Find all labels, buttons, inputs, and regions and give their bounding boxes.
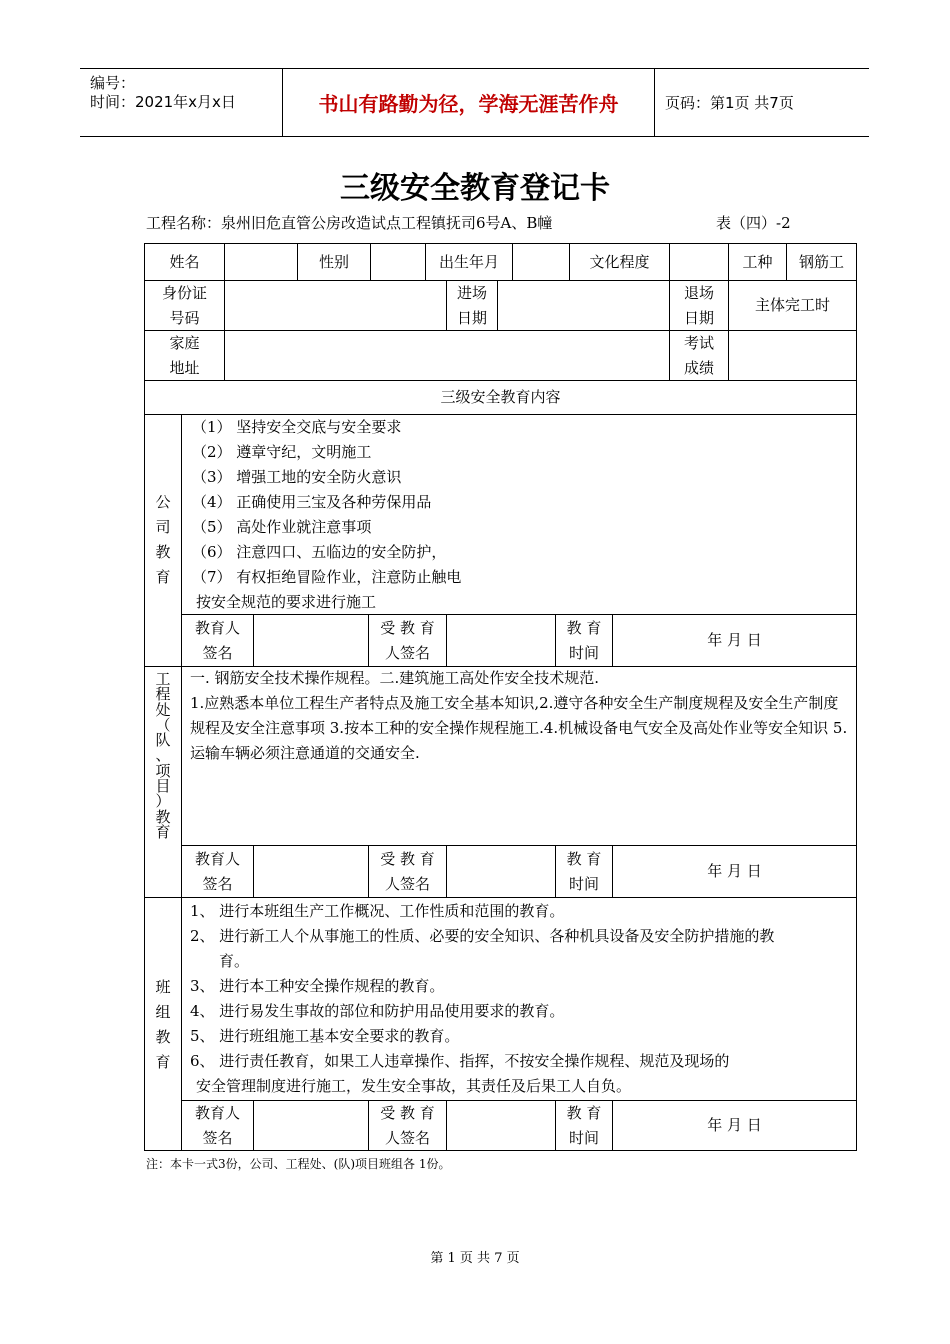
entry-date-value[interactable] — [498, 281, 669, 330]
company-item-2: （2） 遵章守纪，文明施工 — [192, 443, 372, 461]
page-header — [80, 68, 869, 137]
educator-line2: 签名 — [202, 1128, 233, 1147]
team-item-3: 3、 进行本工种安全操作规程的教育。 — [190, 977, 445, 995]
dept-paragraph: 1.应熟悉本单位工程生产者特点及施工安全基本知识,2.遵守各种安全生产制度规程及安全生产制度规程及安全注意事项 3.按本工种的安全操作规程施工.4.机械设备电气安全及高处作业等安全知识 5.运输车辆必须注意通道的交通安全. — [190, 694, 848, 762]
receiver-line1: 受 教 育 — [380, 849, 435, 868]
company-educator-signature[interactable] — [254, 615, 368, 666]
exit-label-line2: 日期 — [683, 308, 714, 327]
educator-line1: 教育人 — [194, 618, 240, 637]
dept-label-char: 项 — [155, 761, 171, 780]
company-educator-label — [182, 615, 253, 666]
page-info: 页码：第1页 共7页 — [665, 94, 794, 112]
page-title: 三级安全教育登记卡 — [340, 171, 610, 206]
time-line1: 教 育 — [566, 1103, 602, 1122]
company-date-field[interactable]: 年 月 日 — [707, 631, 762, 649]
educator-line1: 教育人 — [194, 849, 240, 868]
company-item-6: （6） 注意四口、五临边的安全防护， — [192, 543, 447, 561]
education-value[interactable] — [670, 244, 728, 280]
code-label: 编号： — [90, 74, 136, 92]
team-label-char: 组 — [155, 1003, 171, 1021]
address-label-line1: 家庭 — [169, 333, 200, 352]
time-label: 时间：2021年x月x日 — [90, 93, 236, 111]
project-name: 工程名称：泉州旧危直管公房改造试点工程镇抚司6号A、B幢 — [146, 214, 553, 232]
address-label — [145, 331, 224, 380]
receiver-line2: 人签名 — [384, 1128, 430, 1147]
dept-label-char: 处 — [155, 700, 171, 719]
time-line2: 时间 — [568, 1128, 599, 1147]
team-item-2: 2、 进行新工人个从事施工的性质、必要的安全知识、各种机具设备及安全防护措施的教 — [190, 927, 775, 945]
dept-label-char: 育 — [155, 822, 171, 841]
dept-receiver-signature[interactable] — [447, 846, 555, 897]
time-line1: 教 育 — [566, 618, 602, 637]
company-item-5: （5） 高处作业就注意事项 — [192, 518, 372, 536]
name-label: 姓名 — [169, 252, 200, 271]
exam-label-line2: 成绩 — [683, 358, 714, 377]
team-item-6-cont: 安全管理制度进行施工，发生安全事故，其责任及后果工人自负。 — [196, 1077, 632, 1095]
receiver-line2: 人签名 — [384, 643, 430, 662]
gender-value[interactable] — [371, 244, 425, 280]
id-label — [145, 281, 224, 330]
dept-label-char: 队 — [155, 731, 171, 750]
company-receiver-label — [369, 615, 446, 666]
motto: 书山有路勤为径，学海无涯苦作舟 — [283, 69, 655, 136]
company-receiver-signature[interactable] — [447, 615, 555, 666]
team-label-char: 教 — [155, 1028, 171, 1046]
company-item-7: （7） 有权拒绝冒险作业，注意防止触电 — [192, 568, 462, 586]
company-item-3: （3） 增强工地的安全防火意识 — [192, 468, 402, 486]
team-item-6: 6、 进行责任教育，如果工人违章操作、指挥，不按安全操作规程、规范及现场的 — [190, 1052, 730, 1070]
header-meta — [80, 69, 283, 136]
dept-label-char: 工 — [155, 670, 171, 688]
trade-value: 钢筋工 — [798, 252, 844, 271]
dept-label-char: 程 — [155, 685, 171, 704]
exit-date-value: 主体完工时 — [754, 296, 830, 314]
footnote: 注：本卡一式3份，公司、工程处、(队)项目班组各 1份。 — [146, 1157, 451, 1171]
dept-label-char: 目 — [155, 777, 171, 796]
id-label-line1: 身份证 — [161, 283, 207, 302]
company-item-4: （4） 正确使用三宝及各种劳保用品 — [192, 493, 432, 511]
dept-label-char: （ — [155, 715, 171, 734]
receiver-line1: 受 教 育 — [380, 1103, 435, 1122]
company-item-8: 按安全规范的要求进行施工 — [196, 593, 377, 611]
receiver-line1: 受 教 育 — [380, 618, 435, 637]
form-number: 表（四）-2 — [716, 214, 791, 232]
team-label-char: 班 — [155, 978, 171, 996]
company-time-label — [556, 615, 612, 666]
address-label-line2: 地址 — [169, 358, 200, 377]
dept-educator-signature[interactable] — [254, 846, 368, 897]
dept-receiver-label — [369, 846, 446, 897]
education-label: 文化程度 — [589, 252, 650, 271]
section-header: 三级安全教育内容 — [440, 388, 561, 406]
exam-label — [670, 331, 728, 380]
educator-line2: 签名 — [202, 643, 233, 662]
dept-section-label — [146, 672, 180, 840]
team-item-5: 5、 进行班组施工基本安全要求的教育。 — [190, 1027, 460, 1045]
time-line2: 时间 — [568, 874, 599, 893]
dept-educator-label — [182, 846, 253, 897]
team-item-4: 4、 进行易发生事故的部位和防护用品使用要求的教育。 — [190, 1002, 565, 1020]
receiver-line2: 人签名 — [384, 874, 430, 893]
team-item-1: 1、 进行本班组生产工作概况、工作性质和范围的教育。 — [190, 902, 565, 920]
address-value[interactable] — [225, 331, 669, 380]
company-item-1: （1） 坚持安全交底与安全要求 — [192, 418, 402, 436]
entry-label-line1: 进场 — [456, 283, 487, 302]
team-label-char: 育 — [155, 1053, 171, 1071]
team-educator-label — [182, 1101, 253, 1150]
exit-date-label — [670, 281, 728, 330]
dept-label-char: 、 — [155, 746, 171, 765]
page-footer: 第 1 页 共 7 页 — [430, 1251, 520, 1266]
team-section-label — [146, 975, 180, 1075]
team-date-field[interactable]: 年 月 日 — [707, 1116, 762, 1134]
entry-date-label — [447, 281, 497, 330]
team-item-2-cont: 育。 — [219, 952, 250, 970]
team-receiver-label — [369, 1101, 446, 1150]
company-section-label — [146, 490, 180, 590]
birth-label: 出生年月 — [438, 252, 499, 271]
educator-line1: 教育人 — [194, 1103, 240, 1122]
dept-time-label — [556, 846, 612, 897]
time-line2: 时间 — [568, 643, 599, 662]
educator-line2: 签名 — [202, 874, 233, 893]
time-line1: 教 育 — [566, 849, 602, 868]
dept-line-1: 一. 钢筋安全技术操作规程。二.建筑施工高处作安全技术规范. — [190, 669, 600, 687]
team-educator-signature[interactable] — [254, 1101, 368, 1150]
company-label-char: 育 — [155, 568, 171, 586]
birth-value[interactable] — [513, 244, 569, 280]
id-label-line2: 号码 — [169, 308, 200, 327]
exam-label-line1: 考试 — [683, 333, 714, 352]
exit-label-line1: 退场 — [683, 283, 714, 302]
trade-label: 工种 — [742, 252, 773, 271]
id-value[interactable] — [225, 281, 446, 330]
team-receiver-signature[interactable] — [447, 1101, 555, 1150]
name-value[interactable] — [225, 244, 297, 280]
dept-date-field[interactable]: 年 月 日 — [707, 862, 762, 880]
company-label-char: 司 — [155, 518, 171, 536]
company-label-char: 教 — [155, 543, 171, 561]
company-label-char: 公 — [155, 493, 171, 511]
dept-label-char: 教 — [155, 807, 171, 826]
entry-label-line2: 日期 — [456, 308, 487, 327]
dept-label-char: ） — [155, 792, 171, 811]
exam-value[interactable] — [729, 331, 856, 380]
gender-label: 性别 — [318, 252, 349, 271]
team-time-label — [556, 1101, 612, 1150]
